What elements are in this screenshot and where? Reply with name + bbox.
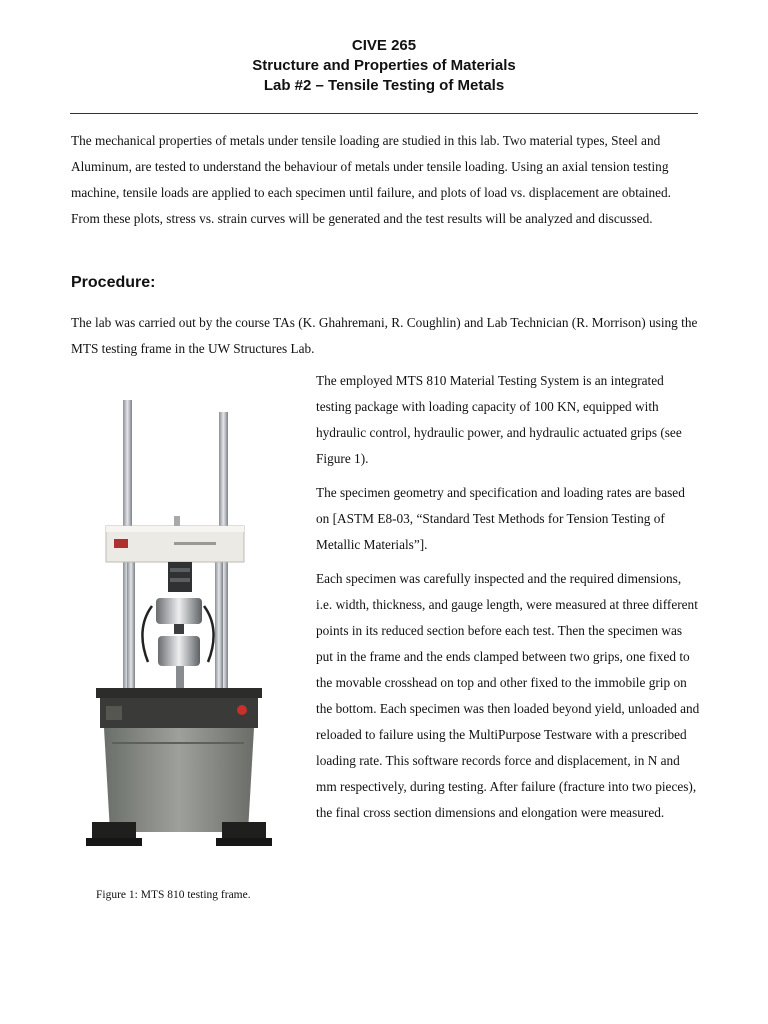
procedure-paragraph-1: The lab was carried out by the course TAs (K. Ghahremani, R. Coughlin) and Lab Technician (R. Morrison) using the MTS testing frame in the UW Structures Lab. xyxy=(71,315,698,356)
header-divider xyxy=(70,113,698,114)
lab-title: Lab #2 – Tensile Testing of Metals xyxy=(263,77,505,94)
procedure-paragraph-2: The employed MTS 810 Material Testing System is an integrated testing package with loading capacity of 100 KN, equipped with hydraulic control, hydraulic power, and hydraulic actuated grips (see Figure 1). xyxy=(316,373,682,466)
procedure-heading: Procedure: xyxy=(71,274,156,291)
mts-testing-frame-image xyxy=(82,392,292,880)
procedure-paragraph-4: Each specimen was carefully inspected and the required dimensions, i.e. width, thickness, and gauge length, were measured at three different points in its reduced section before each test. Then the specimen was put in the frame and the ends clamped between two grips, one fixed to the movable crosshead on top and other fixed to the immobile grip on the bottom. Each specimen was then loaded beyond yield, unloaded and reloaded to failure using the MultiPurpose Testware with a prescribed loading rate. This software records force and displacement, in N and mm respectively, during testing. After failure (fracture into two pieces), the final cross section dimensions and elongation were measured. xyxy=(316,571,700,820)
course-code: CIVE 265 xyxy=(351,37,417,54)
mts-frame-figure xyxy=(82,392,292,880)
figure-caption: Figure 1: MTS 810 testing frame. xyxy=(96,889,251,901)
intro-paragraph: The mechanical properties of metals under tensile loading are studied in this lab. Two material types, Steel and Aluminum, are tested to understand the behaviour of metals under tensile loading. Using an axial tension testing machine, tensile loads are applied to each specimen until failure, and plots of load vs. displacement are obtained. From these plots, stress vs. strain curves will be generated and the test results will be analyzed and discussed. xyxy=(71,133,672,226)
course-title: Structure and Properties of Materials xyxy=(252,57,516,74)
procedure-right-column xyxy=(316,368,700,834)
procedure-paragraph-3: The specimen geometry and specification and loading rates are based on [ASTM E8-03, “Standard Test Methods for Tension Testing of Metallic Materials”]. xyxy=(316,485,685,552)
document-header xyxy=(0,36,768,96)
